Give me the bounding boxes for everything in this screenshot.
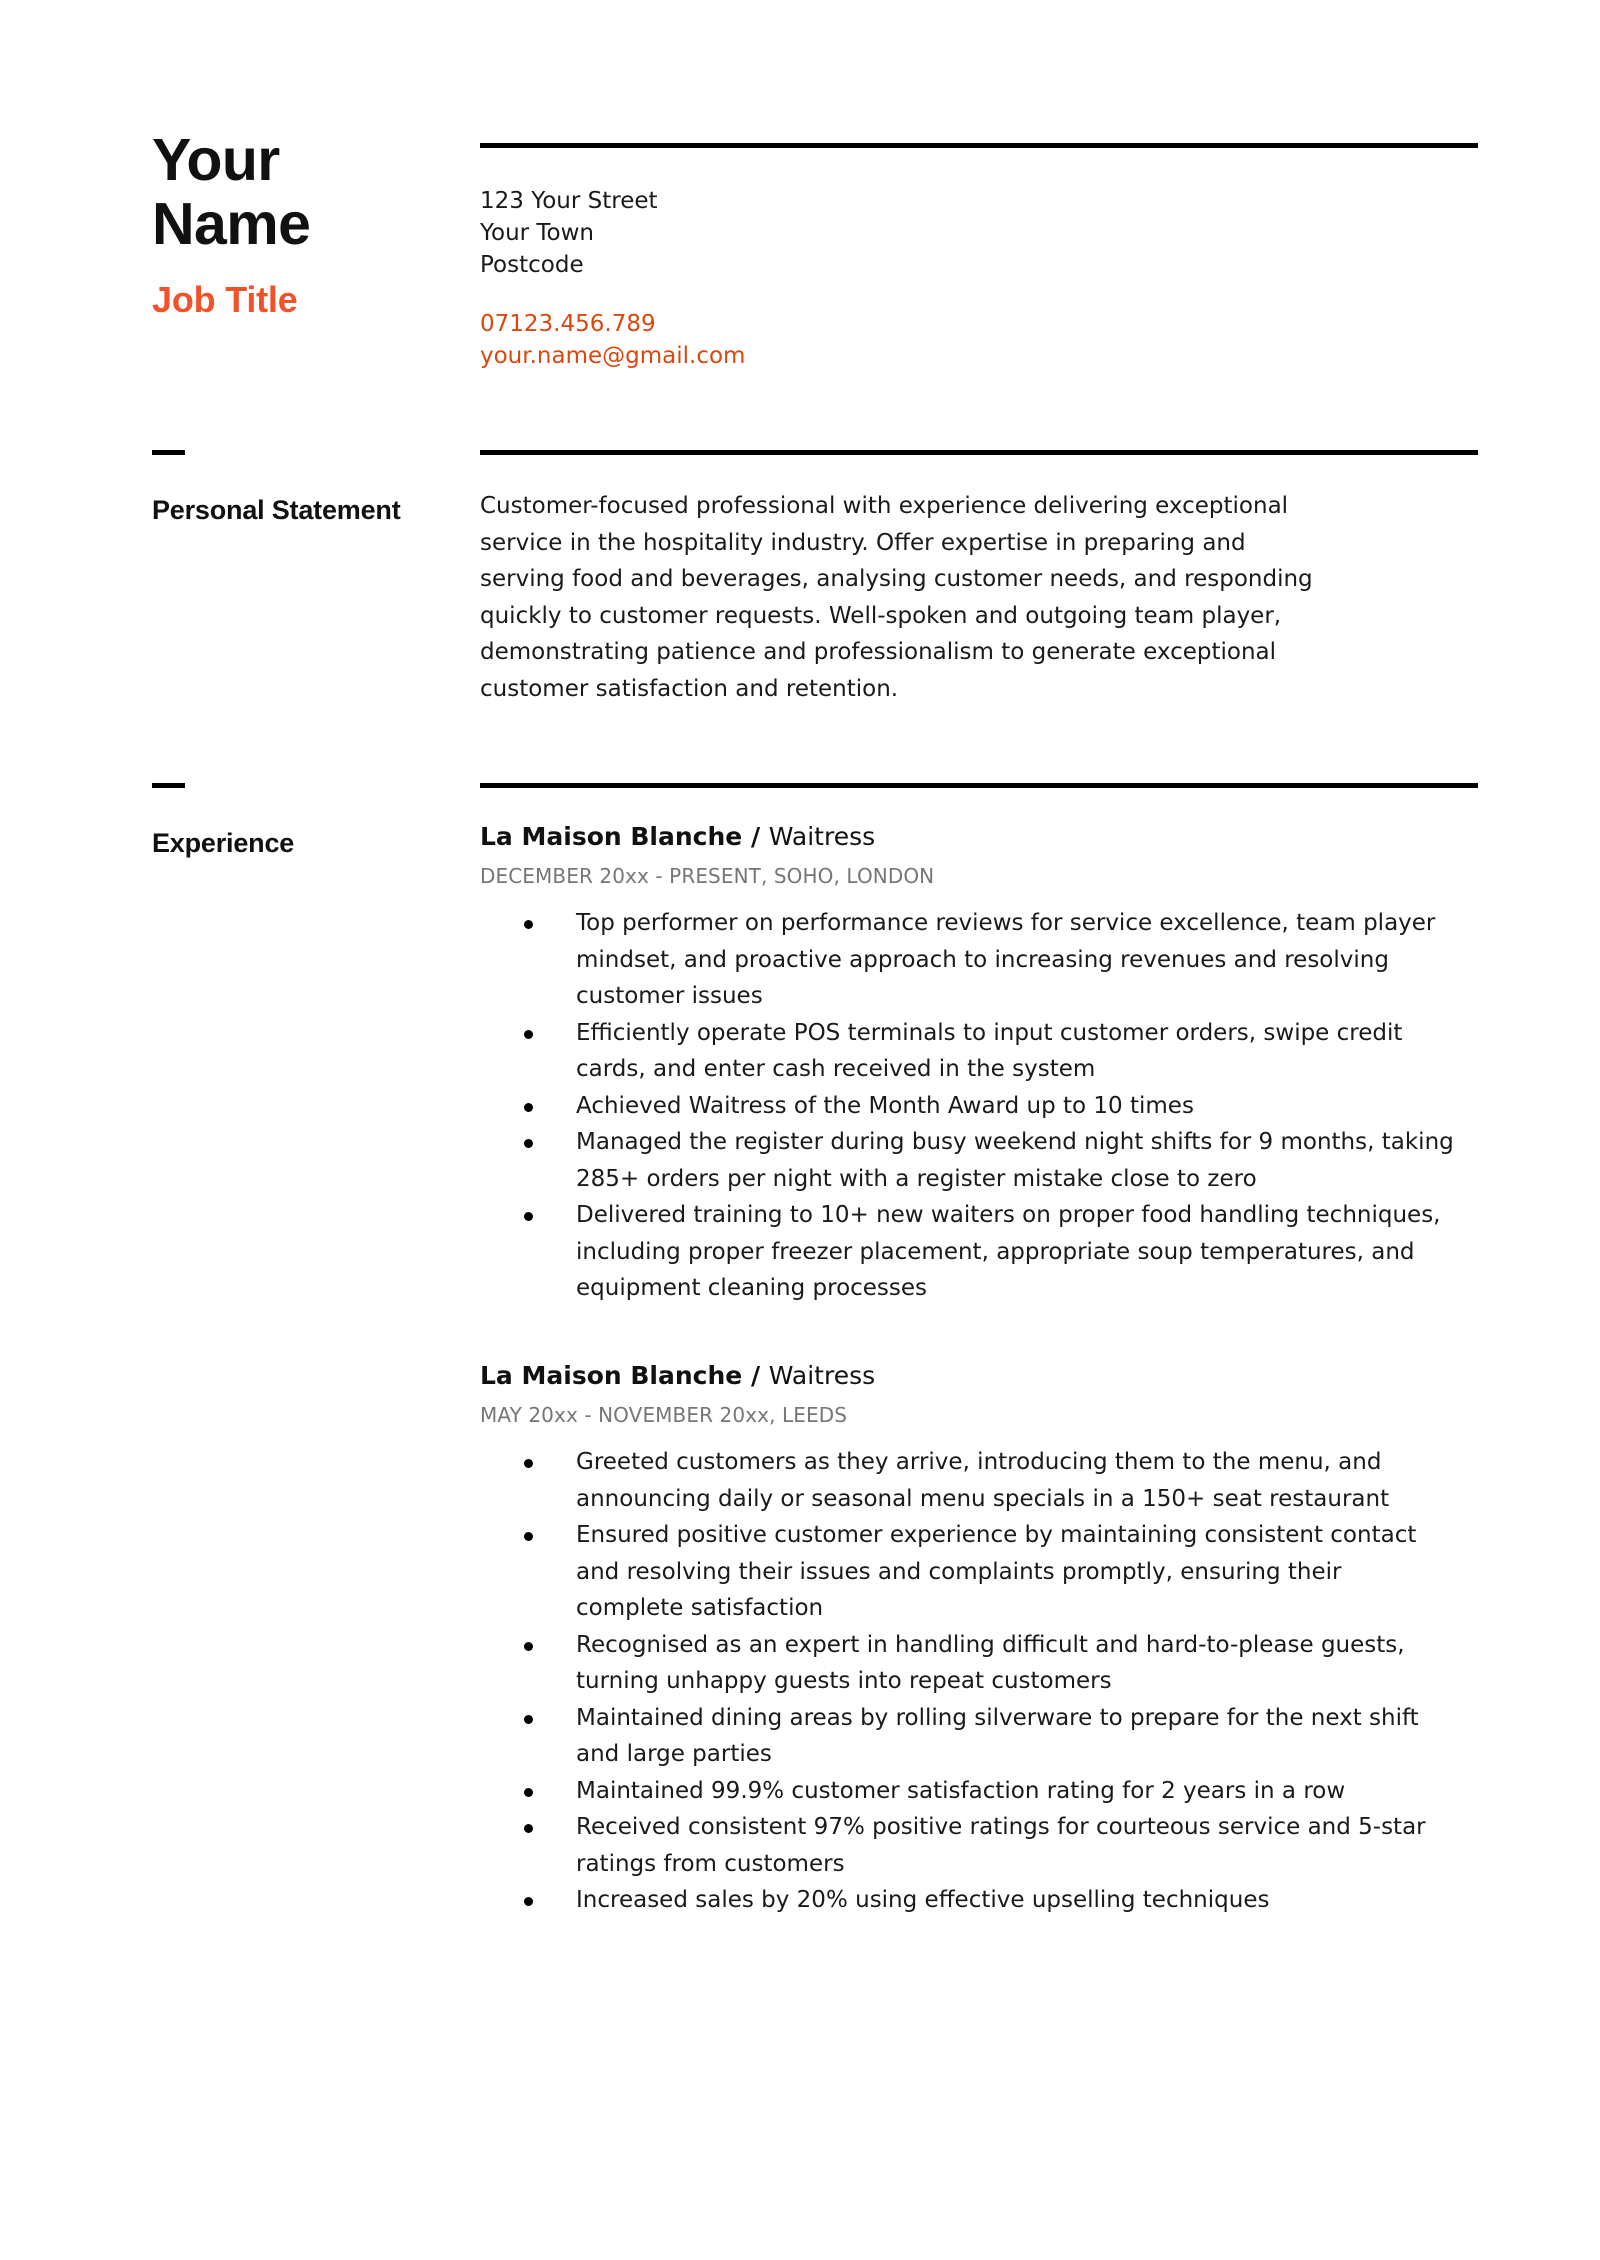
- experience-entry: [480, 821, 1478, 1307]
- contact-spacer: [480, 281, 1478, 308]
- header-rule: [480, 143, 1478, 148]
- personal-statement-content: [480, 450, 1600, 707]
- entry-company: La Maison Blanche: [480, 822, 743, 851]
- experience-content: [480, 783, 1600, 1919]
- entry-bullet: Managed the register during busy weekend night shifts for 9 months, taking 285+ orders per night with a register mistake close to zero: [480, 1124, 1456, 1197]
- entry-bullet: Delivered training to 10+ new waiters on proper food handling techniques, including proper freezer placement, appropriate soup temperatures, and equipment cleaning processes: [480, 1197, 1456, 1307]
- entry-bullet: Top performer on performance reviews for service excellence, team player mindset, and proactive approach to increasing revenues and resolving customer issues: [480, 905, 1456, 1015]
- entry-bullet: Greeted customers as they arrive, introducing them to the menu, and announcing daily or seasonal menu specials in a 150+ seat restaurant: [480, 1444, 1456, 1517]
- entry-role: Waitress: [768, 822, 876, 851]
- job-title: Job Title: [152, 278, 298, 320]
- section-personal-statement: [0, 450, 1600, 707]
- name-line-2: Name: [152, 191, 311, 258]
- entry-bullet: Maintained 99.9% customer satisfaction rating for 2 years in a row: [480, 1773, 1456, 1810]
- entry-bullet: Maintained dining areas by rolling silverware to prepare for the next shift and large parties: [480, 1700, 1456, 1773]
- entry-meta: MAY 20xx - NOVEMBER 20xx, LEEDS: [480, 1403, 847, 1427]
- personal-statement-label: [0, 450, 480, 526]
- entry-meta: DECEMBER 20xx - PRESENT, SOHO, LONDON: [480, 864, 935, 889]
- phone-number[interactable]: 07123.456.789: [480, 311, 656, 337]
- section-dash-icon: [152, 783, 185, 788]
- spacer: [0, 707, 1600, 783]
- experience-entry: [480, 1360, 1478, 1919]
- entry-heading: [480, 821, 1478, 852]
- section-rule: [480, 450, 1478, 455]
- section-rule: [480, 783, 1478, 788]
- personal-statement-body: Customer-focused professional with experience delivering exceptional service in the hospitality industry. Offer expertise in preparing and serving food and beverages, analysing customer needs, and responding quickly to customer requests. Well-spoken and outgoing team player, demonstrating patience and professionalism to generate exceptional customer satisfaction and retention.: [480, 493, 1313, 702]
- email-address[interactable]: your.name@gmail.com: [480, 343, 746, 369]
- entry-separator: /: [742, 822, 769, 851]
- experience-label: [0, 783, 480, 859]
- section-title: Personal Statement: [152, 495, 401, 525]
- spacer: [0, 372, 1600, 450]
- address-line-3: Postcode: [480, 252, 584, 278]
- entry-bullet: Increased sales by 20% using effective upselling techniques: [480, 1882, 1456, 1919]
- entry-bullet: Ensured positive customer experience by maintaining consistent contact and resolving their issues and complaints promptly, ensuring their complete satisfaction: [480, 1517, 1456, 1627]
- address-line-1: 123 Your Street: [480, 188, 658, 214]
- entry-bullet-list: [480, 905, 1478, 1307]
- entry-bullet: Recognised as an expert in handling difficult and hard-to-please guests, turning unhappy guests into repeat customers: [480, 1627, 1456, 1700]
- name-line-1: Your: [152, 127, 280, 193]
- entry-role: Waitress: [768, 1360, 876, 1390]
- resume-header: [0, 0, 1600, 372]
- entry-bullet: Received consistent 97% positive ratings for courteous service and 5-star ratings from customers: [480, 1809, 1456, 1882]
- section-dash-icon: [152, 450, 185, 455]
- section-title: Experience: [152, 828, 295, 858]
- contact-block: [480, 185, 1478, 372]
- header-contact: [480, 128, 1600, 372]
- entry-bullet: Efficiently operate POS terminals to input customer orders, swipe credit cards, and enter cash received in the system: [480, 1015, 1456, 1088]
- section-experience: [0, 783, 1600, 1919]
- experience-entry-list: [480, 821, 1478, 1919]
- header-identity: [0, 128, 480, 321]
- address-line-2: Your Town: [480, 220, 595, 246]
- entry-bullet: Achieved Waitress of the Month Award up to 10 times: [480, 1088, 1456, 1125]
- entry-heading: [480, 1360, 1478, 1391]
- entry-bullet-list: [480, 1444, 1478, 1919]
- entry-separator: /: [742, 1360, 769, 1390]
- entry-company: La Maison Blanche: [480, 1360, 743, 1390]
